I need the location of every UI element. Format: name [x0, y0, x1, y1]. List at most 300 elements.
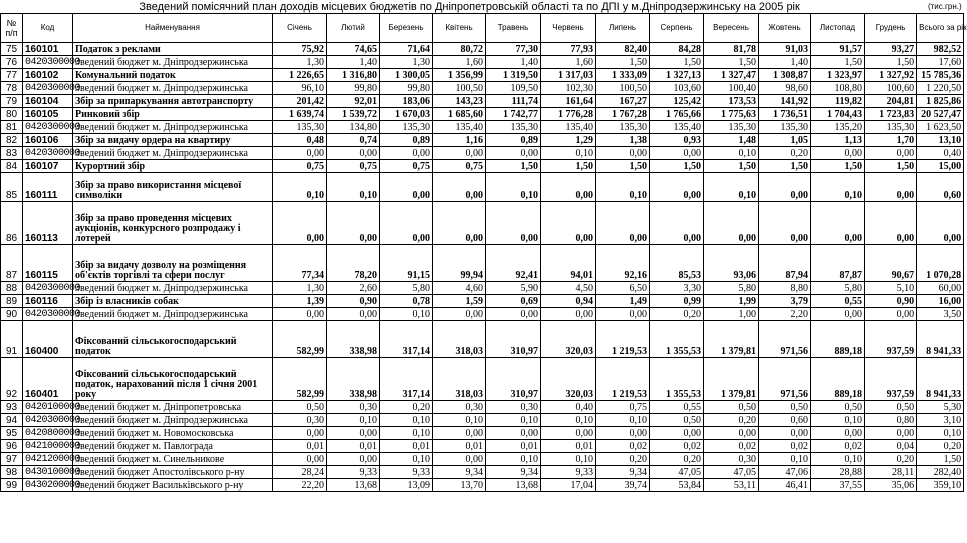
row-total-cell[interactable]: 1 825,86: [917, 95, 964, 108]
month-value-cell[interactable]: 1,50: [759, 160, 811, 173]
month-value-cell[interactable]: 937,59: [865, 321, 917, 358]
row-code[interactable]: 160111: [23, 173, 73, 202]
month-value-cell[interactable]: 9,34: [433, 466, 486, 479]
month-value-cell[interactable]: 1,05: [759, 134, 811, 147]
month-value-cell[interactable]: 46,41: [759, 479, 811, 492]
row-code[interactable]: 160115: [23, 245, 73, 282]
month-value-cell[interactable]: 0,50: [273, 401, 327, 414]
month-value-cell[interactable]: 0,10: [380, 308, 433, 321]
month-value-cell[interactable]: 317,14: [380, 321, 433, 358]
month-value-cell[interactable]: 0,00: [865, 427, 917, 440]
month-value-cell[interactable]: 5,10: [865, 282, 917, 295]
month-value-cell[interactable]: 0,30: [327, 401, 380, 414]
table-row[interactable]: [1, 56, 964, 69]
month-value-cell[interactable]: 22,20: [273, 479, 327, 492]
month-value-cell[interactable]: 135,30: [380, 121, 433, 134]
row-name[interactable]: Ринковий збір: [73, 108, 273, 121]
month-value-cell[interactable]: 0,00: [865, 308, 917, 321]
month-value-cell[interactable]: 0,00: [650, 202, 704, 245]
row-total-cell[interactable]: 0,20: [917, 440, 964, 453]
row-code[interactable]: 0430200000: [23, 479, 73, 492]
month-value-cell[interactable]: 3,79: [759, 295, 811, 308]
month-value-cell[interactable]: 135,30: [704, 121, 759, 134]
month-value-cell[interactable]: 75,92: [273, 43, 327, 56]
row-code[interactable]: 160116: [23, 295, 73, 308]
month-value-cell[interactable]: 135,40: [650, 121, 704, 134]
table-row[interactable]: [1, 173, 964, 202]
month-value-cell[interactable]: 1,50: [650, 160, 704, 173]
month-value-cell[interactable]: 0,90: [327, 295, 380, 308]
month-value-cell[interactable]: 6,50: [596, 282, 650, 295]
month-value-cell[interactable]: 0,10: [273, 173, 327, 202]
month-value-cell[interactable]: 0,10: [486, 453, 541, 466]
month-value-cell[interactable]: 1,60: [541, 56, 596, 69]
row-name[interactable]: Збір за видачу дозволу на розміщення об'єктів торгівлі та сфери послуг: [73, 245, 273, 282]
month-value-cell[interactable]: 1,50: [811, 160, 865, 173]
table-row[interactable]: [1, 321, 964, 358]
month-value-cell[interactable]: 1 327,92: [865, 69, 917, 82]
month-value-cell[interactable]: 1 308,87: [759, 69, 811, 82]
row-code[interactable]: 0420800000: [23, 427, 73, 440]
month-value-cell[interactable]: 13,68: [327, 479, 380, 492]
row-name[interactable]: Зведений бюджет Васильківського р-ну: [73, 479, 273, 492]
month-value-cell[interactable]: 1 639,74: [273, 108, 327, 121]
row-code[interactable]: 0420300000: [23, 121, 73, 134]
month-value-cell[interactable]: 0,20: [650, 453, 704, 466]
month-value-cell[interactable]: 338,98: [327, 321, 380, 358]
row-total-cell[interactable]: 1 623,50: [917, 121, 964, 134]
month-value-cell[interactable]: 13,70: [433, 479, 486, 492]
month-value-cell[interactable]: 119,82: [811, 95, 865, 108]
month-value-cell[interactable]: 0,00: [486, 427, 541, 440]
month-value-cell[interactable]: 92,16: [596, 245, 650, 282]
month-value-cell[interactable]: 1 670,03: [380, 108, 433, 121]
month-value-cell[interactable]: 1,50: [811, 56, 865, 69]
month-value-cell[interactable]: 0,10: [704, 147, 759, 160]
month-value-cell[interactable]: 0,48: [273, 134, 327, 147]
row-total-cell[interactable]: 3,50: [917, 308, 964, 321]
month-value-cell[interactable]: 96,10: [273, 82, 327, 95]
month-value-cell[interactable]: 1,29: [541, 134, 596, 147]
month-value-cell[interactable]: 0,40: [541, 401, 596, 414]
month-value-cell[interactable]: 0,00: [327, 308, 380, 321]
month-value-cell[interactable]: 0,00: [273, 202, 327, 245]
month-value-cell[interactable]: 0,02: [811, 440, 865, 453]
month-value-cell[interactable]: 1 226,65: [273, 69, 327, 82]
table-row[interactable]: [1, 358, 964, 401]
row-name[interactable]: Збір за видачу ордера на квартиру: [73, 134, 273, 147]
month-value-cell[interactable]: 204,81: [865, 95, 917, 108]
month-value-cell[interactable]: 84,28: [650, 43, 704, 56]
month-value-cell[interactable]: 338,98: [327, 358, 380, 401]
month-value-cell[interactable]: 0,55: [650, 401, 704, 414]
row-code[interactable]: 160105: [23, 108, 73, 121]
month-value-cell[interactable]: 0,10: [811, 414, 865, 427]
table-row[interactable]: [1, 466, 964, 479]
table-row[interactable]: [1, 479, 964, 492]
month-value-cell[interactable]: 318,03: [433, 321, 486, 358]
month-value-cell[interactable]: 135,30: [596, 121, 650, 134]
month-value-cell[interactable]: 0,20: [704, 414, 759, 427]
month-value-cell[interactable]: 0,00: [327, 427, 380, 440]
month-value-cell[interactable]: 1 723,83: [865, 108, 917, 121]
month-value-cell[interactable]: 0,50: [865, 401, 917, 414]
month-value-cell[interactable]: 0,00: [596, 202, 650, 245]
row-total-cell[interactable]: 8 941,33: [917, 358, 964, 401]
month-value-cell[interactable]: 135,20: [811, 121, 865, 134]
row-total-cell[interactable]: 0,10: [917, 427, 964, 440]
month-value-cell[interactable]: 0,00: [596, 427, 650, 440]
table-row[interactable]: [1, 440, 964, 453]
month-value-cell[interactable]: 0,01: [273, 440, 327, 453]
month-value-cell[interactable]: 0,00: [704, 427, 759, 440]
month-value-cell[interactable]: 135,30: [865, 121, 917, 134]
month-value-cell[interactable]: 0,04: [865, 440, 917, 453]
month-value-cell[interactable]: 0,75: [273, 160, 327, 173]
month-value-cell[interactable]: 5,90: [486, 282, 541, 295]
month-value-cell[interactable]: 0,60: [759, 414, 811, 427]
table-row[interactable]: [1, 121, 964, 134]
row-name[interactable]: Зведений бюджет м. Новомосковська: [73, 427, 273, 440]
month-value-cell[interactable]: 1,50: [704, 160, 759, 173]
row-name[interactable]: Зведений бюджет м. Дніпродзержинська: [73, 121, 273, 134]
month-value-cell[interactable]: 99,80: [380, 82, 433, 95]
month-value-cell[interactable]: 0,55: [811, 295, 865, 308]
month-value-cell[interactable]: 37,55: [811, 479, 865, 492]
row-name[interactable]: Податок з реклами: [73, 43, 273, 56]
month-value-cell[interactable]: 0,10: [433, 414, 486, 427]
month-value-cell[interactable]: 1,40: [759, 56, 811, 69]
month-value-cell[interactable]: 1 355,53: [650, 321, 704, 358]
month-value-cell[interactable]: 0,00: [380, 202, 433, 245]
month-value-cell[interactable]: 1 300,05: [380, 69, 433, 82]
month-value-cell[interactable]: 108,80: [811, 82, 865, 95]
row-name[interactable]: Фіксований сільськогосподарський податок, нарахований після 1 січня 2001 року: [73, 358, 273, 401]
row-code[interactable]: 0430100000: [23, 466, 73, 479]
month-value-cell[interactable]: 0,10: [596, 173, 650, 202]
month-value-cell[interactable]: 1 323,97: [811, 69, 865, 82]
month-value-cell[interactable]: 173,53: [704, 95, 759, 108]
month-value-cell[interactable]: 0,10: [811, 453, 865, 466]
month-value-cell[interactable]: 0,75: [327, 160, 380, 173]
month-value-cell[interactable]: 2,60: [327, 282, 380, 295]
month-value-cell[interactable]: 0,10: [380, 427, 433, 440]
month-value-cell[interactable]: 0,00: [433, 427, 486, 440]
month-value-cell[interactable]: 1,50: [650, 56, 704, 69]
month-value-cell[interactable]: 0,50: [811, 401, 865, 414]
month-value-cell[interactable]: 0,00: [273, 453, 327, 466]
month-value-cell[interactable]: 0,75: [380, 160, 433, 173]
month-value-cell[interactable]: 9,33: [541, 466, 596, 479]
row-total-cell[interactable]: 3,10: [917, 414, 964, 427]
month-value-cell[interactable]: 0,10: [759, 453, 811, 466]
month-value-cell[interactable]: 125,42: [650, 95, 704, 108]
month-value-cell[interactable]: 134,80: [327, 121, 380, 134]
month-value-cell[interactable]: 1 539,72: [327, 108, 380, 121]
month-value-cell[interactable]: 0,10: [704, 173, 759, 202]
month-value-cell[interactable]: 1 765,66: [650, 108, 704, 121]
month-value-cell[interactable]: 1 327,13: [650, 69, 704, 82]
row-name[interactable]: Зведений бюджет м. Дніпродзержинська: [73, 82, 273, 95]
row-name[interactable]: Збір за право проведення місцевих аукціонів, конкурсного розпродажу і лотерей: [73, 202, 273, 245]
month-value-cell[interactable]: 0,00: [380, 173, 433, 202]
month-value-cell[interactable]: 0,02: [650, 440, 704, 453]
row-total-cell[interactable]: 13,10: [917, 134, 964, 147]
month-value-cell[interactable]: 0,00: [273, 147, 327, 160]
month-value-cell[interactable]: 1,50: [596, 56, 650, 69]
month-value-cell[interactable]: 1,40: [327, 56, 380, 69]
month-value-cell[interactable]: 135,30: [486, 121, 541, 134]
row-code[interactable]: 160107: [23, 160, 73, 173]
month-value-cell[interactable]: 167,27: [596, 95, 650, 108]
month-value-cell[interactable]: 1,13: [811, 134, 865, 147]
month-value-cell[interactable]: 937,59: [865, 358, 917, 401]
row-total-cell[interactable]: 282,40: [917, 466, 964, 479]
month-value-cell[interactable]: 35,06: [865, 479, 917, 492]
month-value-cell[interactable]: 1,00: [704, 308, 759, 321]
month-value-cell[interactable]: 100,40: [704, 82, 759, 95]
month-value-cell[interactable]: 90,67: [865, 245, 917, 282]
month-value-cell[interactable]: 5,80: [811, 282, 865, 295]
month-value-cell[interactable]: 9,34: [486, 466, 541, 479]
month-value-cell[interactable]: 1 219,53: [596, 358, 650, 401]
month-value-cell[interactable]: 0,00: [596, 147, 650, 160]
month-value-cell[interactable]: 1,30: [273, 56, 327, 69]
month-value-cell[interactable]: 2,20: [759, 308, 811, 321]
month-value-cell[interactable]: 1,50: [596, 160, 650, 173]
month-value-cell[interactable]: 0,00: [486, 147, 541, 160]
table-row[interactable]: [1, 401, 964, 414]
month-value-cell[interactable]: 0,00: [273, 427, 327, 440]
month-value-cell[interactable]: 53,11: [704, 479, 759, 492]
month-value-cell[interactable]: 0,00: [759, 202, 811, 245]
month-value-cell[interactable]: 1,50: [486, 160, 541, 173]
row-code[interactable]: 160102: [23, 69, 73, 82]
row-total-cell[interactable]: 1 070,28: [917, 245, 964, 282]
month-value-cell[interactable]: 100,50: [596, 82, 650, 95]
month-value-cell[interactable]: 0,00: [327, 453, 380, 466]
month-value-cell[interactable]: 0,20: [380, 401, 433, 414]
month-value-cell[interactable]: 82,40: [596, 43, 650, 56]
table-row[interactable]: [1, 414, 964, 427]
row-total-cell[interactable]: 1 220,50: [917, 82, 964, 95]
month-value-cell[interactable]: 1,30: [273, 282, 327, 295]
row-name[interactable]: Збір із власників собак: [73, 295, 273, 308]
month-value-cell[interactable]: 4,50: [541, 282, 596, 295]
month-value-cell[interactable]: 0,93: [650, 134, 704, 147]
month-value-cell[interactable]: 53,84: [650, 479, 704, 492]
month-value-cell[interactable]: 9,33: [327, 466, 380, 479]
month-value-cell[interactable]: 135,30: [759, 121, 811, 134]
row-code[interactable]: 0420300000: [23, 308, 73, 321]
month-value-cell[interactable]: 0,02: [596, 440, 650, 453]
month-value-cell[interactable]: 1 704,43: [811, 108, 865, 121]
month-value-cell[interactable]: 71,64: [380, 43, 433, 56]
row-total-cell[interactable]: 1,50: [917, 453, 964, 466]
month-value-cell[interactable]: 81,78: [704, 43, 759, 56]
row-total-cell[interactable]: 20 527,47: [917, 108, 964, 121]
row-code[interactable]: 0421000000: [23, 440, 73, 453]
month-value-cell[interactable]: 0,50: [650, 414, 704, 427]
month-value-cell[interactable]: 318,03: [433, 358, 486, 401]
month-value-cell[interactable]: 0,00: [541, 308, 596, 321]
month-value-cell[interactable]: 1,59: [433, 295, 486, 308]
month-value-cell[interactable]: 1,40: [486, 56, 541, 69]
month-value-cell[interactable]: 94,01: [541, 245, 596, 282]
month-value-cell[interactable]: 310,97: [486, 321, 541, 358]
month-value-cell[interactable]: 0,00: [433, 308, 486, 321]
month-value-cell[interactable]: 47,05: [650, 466, 704, 479]
row-code[interactable]: 0420300000: [23, 147, 73, 160]
month-value-cell[interactable]: 310,97: [486, 358, 541, 401]
month-value-cell[interactable]: 0,78: [380, 295, 433, 308]
month-value-cell[interactable]: 0,20: [759, 147, 811, 160]
row-name[interactable]: Зведений бюджет м. Синельникове: [73, 453, 273, 466]
month-value-cell[interactable]: 99,94: [433, 245, 486, 282]
month-value-cell[interactable]: 1 219,53: [596, 321, 650, 358]
month-value-cell[interactable]: 1 736,51: [759, 108, 811, 121]
month-value-cell[interactable]: 1 767,28: [596, 108, 650, 121]
month-value-cell[interactable]: 74,65: [327, 43, 380, 56]
month-value-cell[interactable]: 0,00: [811, 427, 865, 440]
table-row[interactable]: [1, 282, 964, 295]
month-value-cell[interactable]: 1 333,09: [596, 69, 650, 82]
table-row[interactable]: [1, 295, 964, 308]
month-value-cell[interactable]: 135,40: [433, 121, 486, 134]
month-value-cell[interactable]: 100,50: [433, 82, 486, 95]
row-code[interactable]: 160101: [23, 43, 73, 56]
month-value-cell[interactable]: 0,30: [273, 414, 327, 427]
month-value-cell[interactable]: 77,34: [273, 245, 327, 282]
month-value-cell[interactable]: 0,69: [486, 295, 541, 308]
month-value-cell[interactable]: 0,30: [433, 401, 486, 414]
month-value-cell[interactable]: 0,50: [759, 401, 811, 414]
month-value-cell[interactable]: 1 379,81: [704, 358, 759, 401]
month-value-cell[interactable]: 85,53: [650, 245, 704, 282]
row-code[interactable]: 160113: [23, 202, 73, 245]
month-value-cell[interactable]: 1,16: [433, 134, 486, 147]
month-value-cell[interactable]: 77,93: [541, 43, 596, 56]
month-value-cell[interactable]: 0,00: [433, 173, 486, 202]
table-row[interactable]: [1, 82, 964, 95]
table-row[interactable]: [1, 108, 964, 121]
month-value-cell[interactable]: 1 327,47: [704, 69, 759, 82]
month-value-cell[interactable]: 0,50: [704, 401, 759, 414]
month-value-cell[interactable]: 0,20: [596, 453, 650, 466]
table-row[interactable]: [1, 147, 964, 160]
month-value-cell[interactable]: 1,99: [704, 295, 759, 308]
row-total-cell[interactable]: 0,00: [917, 202, 964, 245]
row-name[interactable]: Збір за припаркування автотранспорту: [73, 95, 273, 108]
month-value-cell[interactable]: 0,00: [433, 202, 486, 245]
month-value-cell[interactable]: 1,50: [541, 160, 596, 173]
row-code[interactable]: 160106: [23, 134, 73, 147]
month-value-cell[interactable]: 0,00: [650, 147, 704, 160]
row-code[interactable]: 0420300000: [23, 82, 73, 95]
month-value-cell[interactable]: 5,80: [704, 282, 759, 295]
month-value-cell[interactable]: 0,00: [327, 147, 380, 160]
month-value-cell[interactable]: 0,10: [541, 414, 596, 427]
month-value-cell[interactable]: 0,00: [650, 173, 704, 202]
month-value-cell[interactable]: 0,01: [327, 440, 380, 453]
month-value-cell[interactable]: 80,72: [433, 43, 486, 56]
month-value-cell[interactable]: 0,10: [380, 414, 433, 427]
month-value-cell[interactable]: 0,00: [811, 308, 865, 321]
month-value-cell[interactable]: 28,11: [865, 466, 917, 479]
month-value-cell[interactable]: 0,00: [865, 147, 917, 160]
month-value-cell[interactable]: 1,49: [596, 295, 650, 308]
month-value-cell[interactable]: 0,20: [650, 308, 704, 321]
month-value-cell[interactable]: 0,01: [380, 440, 433, 453]
row-total-cell[interactable]: 8 941,33: [917, 321, 964, 358]
month-value-cell[interactable]: 0,89: [486, 134, 541, 147]
month-value-cell[interactable]: 320,03: [541, 358, 596, 401]
month-value-cell[interactable]: 0,20: [865, 453, 917, 466]
month-value-cell[interactable]: 1 317,03: [541, 69, 596, 82]
row-code[interactable]: 160104: [23, 95, 73, 108]
row-total-cell[interactable]: 5,30: [917, 401, 964, 414]
month-value-cell[interactable]: 0,00: [433, 147, 486, 160]
month-value-cell[interactable]: 0,99: [650, 295, 704, 308]
month-value-cell[interactable]: 0,00: [865, 173, 917, 202]
month-value-cell[interactable]: 0,00: [541, 202, 596, 245]
month-value-cell[interactable]: 109,50: [486, 82, 541, 95]
month-value-cell[interactable]: 28,24: [273, 466, 327, 479]
row-total-cell[interactable]: 0,40: [917, 147, 964, 160]
month-value-cell[interactable]: 77,30: [486, 43, 541, 56]
month-value-cell[interactable]: 1 355,53: [650, 358, 704, 401]
row-total-cell[interactable]: 0,60: [917, 173, 964, 202]
month-value-cell[interactable]: 201,42: [273, 95, 327, 108]
month-value-cell[interactable]: 889,18: [811, 358, 865, 401]
month-value-cell[interactable]: 99,80: [327, 82, 380, 95]
month-value-cell[interactable]: 1 776,28: [541, 108, 596, 121]
row-total-cell[interactable]: 16,00: [917, 295, 964, 308]
month-value-cell[interactable]: 93,27: [865, 43, 917, 56]
month-value-cell[interactable]: 0,00: [759, 173, 811, 202]
month-value-cell[interactable]: 39,74: [596, 479, 650, 492]
month-value-cell[interactable]: 0,75: [433, 160, 486, 173]
month-value-cell[interactable]: 91,03: [759, 43, 811, 56]
month-value-cell[interactable]: 0,00: [380, 147, 433, 160]
month-value-cell[interactable]: 100,60: [865, 82, 917, 95]
month-value-cell[interactable]: 0,00: [433, 453, 486, 466]
month-value-cell[interactable]: 1,30: [380, 56, 433, 69]
month-value-cell[interactable]: 98,60: [759, 82, 811, 95]
month-value-cell[interactable]: 0,00: [759, 427, 811, 440]
month-value-cell[interactable]: 78,20: [327, 245, 380, 282]
month-value-cell[interactable]: 92,01: [327, 95, 380, 108]
month-value-cell[interactable]: 0,00: [327, 202, 380, 245]
month-value-cell[interactable]: 1,48: [704, 134, 759, 147]
month-value-cell[interactable]: 9,33: [380, 466, 433, 479]
table-row[interactable]: [1, 69, 964, 82]
row-total-cell[interactable]: 60,00: [917, 282, 964, 295]
month-value-cell[interactable]: 0,94: [541, 295, 596, 308]
month-value-cell[interactable]: 0,30: [486, 401, 541, 414]
row-code[interactable]: 0420300000: [23, 282, 73, 295]
month-value-cell[interactable]: 0,01: [486, 440, 541, 453]
month-value-cell[interactable]: 91,15: [380, 245, 433, 282]
row-total-cell[interactable]: 982,52: [917, 43, 964, 56]
month-value-cell[interactable]: 93,06: [704, 245, 759, 282]
month-value-cell[interactable]: 1,50: [865, 160, 917, 173]
month-value-cell[interactable]: 0,10: [486, 173, 541, 202]
month-value-cell[interactable]: 0,75: [596, 401, 650, 414]
row-name[interactable]: Збір за право використання місцевої символіки: [73, 173, 273, 202]
month-value-cell[interactable]: 1 316,80: [327, 69, 380, 82]
month-value-cell[interactable]: 3,30: [650, 282, 704, 295]
